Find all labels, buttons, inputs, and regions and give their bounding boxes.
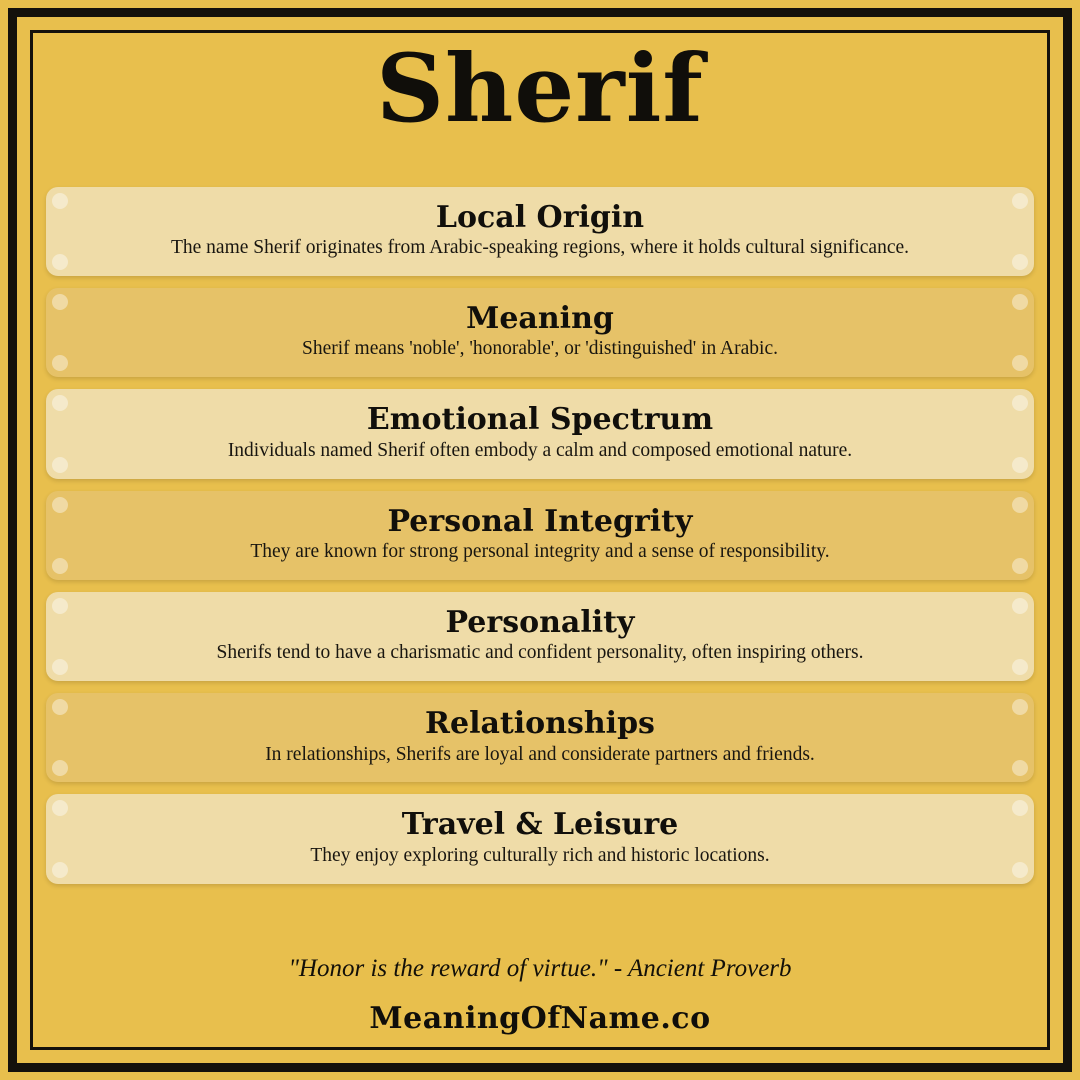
card-label: Personal Integrity [387, 503, 693, 539]
attribute-card-list [46, 187, 1034, 896]
card-wrapper [46, 491, 1034, 580]
card-wrapper [46, 187, 1034, 276]
footer-quote: "Honor is the reward of virtue." - Ancient Proverb [288, 955, 792, 982]
card-description: Sherif means 'noble', 'honorable', or 'distinguished' in Arabic. [302, 338, 778, 360]
notch-icon [52, 294, 68, 310]
notch-icon [52, 862, 68, 878]
notch-icon [1012, 395, 1028, 411]
card-label: Personality [445, 604, 635, 640]
notch-icon [1012, 254, 1028, 270]
attribute-card-travel-leisure [46, 794, 1034, 883]
notch-icon [1012, 193, 1028, 209]
notch-icon [52, 254, 68, 270]
notch-icon [52, 395, 68, 411]
card-label: Relationships [425, 706, 655, 742]
card-wrapper [46, 389, 1034, 478]
card-description: The name Sherif originates from Arabic-speaking regions, where it holds cultural significance. [170, 237, 910, 259]
card-description: They are known for strong personal integrity and a sense of responsibility. [250, 541, 830, 563]
notch-icon [1012, 598, 1028, 614]
card-wrapper [46, 288, 1034, 377]
page-title: Sherif [376, 34, 704, 144]
footer-brand: MeaningOfName.co [369, 1001, 711, 1036]
attribute-card-personality [46, 592, 1034, 681]
card-label: Travel & Leisure [401, 807, 679, 843]
footer [46, 955, 1034, 1040]
card-description: They enjoy exploring culturally rich and historic locations. [310, 844, 770, 866]
card-wrapper [46, 592, 1034, 681]
notch-icon [1012, 294, 1028, 310]
card-label: Emotional Spectrum [366, 402, 714, 438]
card-description: In relationships, Sherifs are loyal and considerate partners and friends. [265, 743, 815, 765]
attribute-card-personal-integrity [46, 491, 1034, 580]
notch-icon [1012, 760, 1028, 776]
notch-icon [52, 699, 68, 715]
notch-icon [1012, 497, 1028, 513]
card-wrapper [46, 794, 1034, 883]
notch-icon [1012, 800, 1028, 816]
notch-icon [52, 193, 68, 209]
poster-content [46, 34, 1034, 1040]
attribute-card-meaning [46, 288, 1034, 377]
notch-icon [52, 457, 68, 473]
notch-icon [52, 598, 68, 614]
attribute-card-emotional-spectrum [46, 389, 1034, 478]
card-label: Local Origin [435, 199, 645, 235]
notch-icon [52, 800, 68, 816]
notch-icon [52, 355, 68, 371]
attribute-card-local-origin [46, 187, 1034, 276]
notch-icon [1012, 355, 1028, 371]
card-description: Individuals named Sherif often embody a calm and composed emotional nature. [227, 439, 853, 461]
notch-icon [52, 558, 68, 574]
attribute-card-relationships [46, 693, 1034, 782]
card-wrapper [46, 693, 1034, 782]
notch-icon [1012, 659, 1028, 675]
card-description: Sherifs tend to have a charismatic and confident personality, often inspiring others. [216, 642, 864, 664]
notch-icon [52, 497, 68, 513]
card-label: Meaning [466, 300, 614, 336]
notch-icon [1012, 457, 1028, 473]
notch-icon [52, 659, 68, 675]
notch-icon [1012, 699, 1028, 715]
notch-icon [1012, 558, 1028, 574]
notch-icon [1012, 862, 1028, 878]
notch-icon [52, 760, 68, 776]
